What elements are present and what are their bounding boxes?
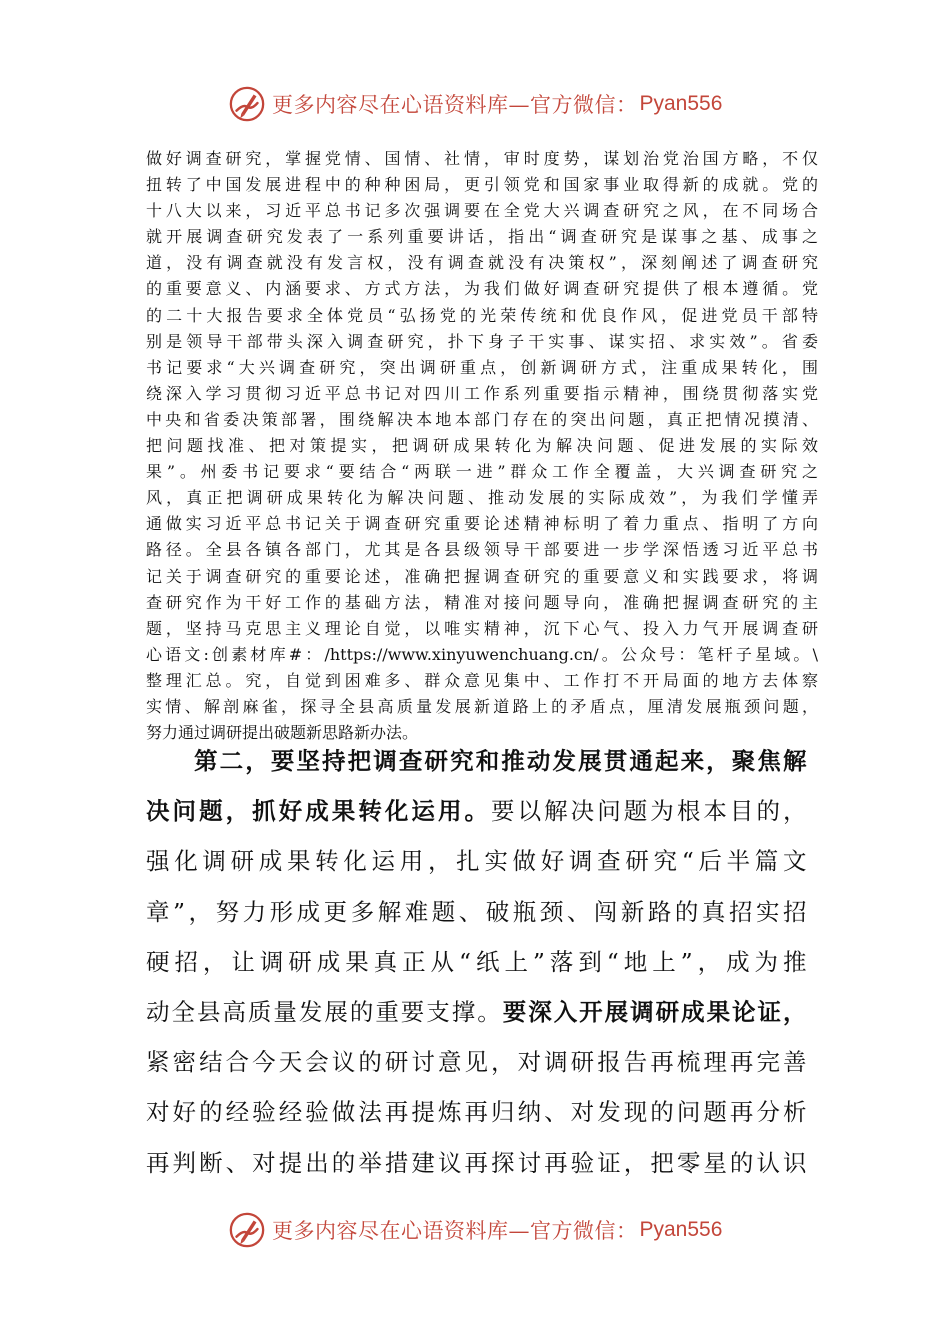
text-line: 中央和省委决策部署，围绕解决本地本部门存在的突出问题，真正把情况摸清、 [146,409,818,429]
text-line: 题，坚持马克思主义理论自觉，以唯实精神，沉下心气、投入力气开展调查研 [146,618,818,638]
text-line: 强化调研成果转化运用，扎实做好调查研究“后半篇文 [146,847,808,876]
watermark-line: 心语文:创素材库#：/https://www.xinyuwenchuang.cn/。公众号：笔杆子星域。\ [146,644,818,664]
text-line: 章”，努力形成更多解难题、破瓶颈、闯新路的真招实招 [146,897,808,926]
text-line: 努力通过调研提出破题新思路新办法。 [146,723,419,743]
body-text: 要以解决问题为根本目的， [491,797,808,826]
text-line: 实情、解剖麻雀，探寻全县高质量发展新道路上的矛盾点，厘清发展瓶颈问题， [146,696,818,716]
text-line: 再判断、对提出的举措建议再探讨再验证，把零星的认识 [146,1148,808,1177]
footer-banner [228,1210,722,1250]
header-banner-id: Pyan556 [639,92,723,115]
section-heading-bold: 第二，要坚持把调查研究和推动发展贯通起来，聚焦解 [194,747,808,775]
text-line [146,786,808,836]
text-line: 果”。州委书记要求“要结合“两联一进”群众工作全覆盖，大兴调查研究之 [146,462,818,482]
text-line: 绕深入学习贯彻习近平总书记对四川工作系列重要指示精神，围绕贯彻落实党 [146,383,818,403]
text-line: 整理汇总。究，自觉到困难多、群众意见集中、工作打不开局面的地方去体察 [146,670,818,690]
footer-banner-id: Pyan556 [639,1218,723,1241]
text-line: 十八大以来，习近平总书记多次强调要在全党大兴调查研究之风，在不同场合 [146,201,818,221]
text-line: 紧密结合今天会议的研讨意见，对调研报告再梳理再完善 [146,1048,808,1077]
text-line: 风，真正把调研成果转化为解决问题、推动发展的实际成效”，为我们学懂弄 [146,488,818,508]
body-paragraph-1 [146,146,818,746]
text-line [146,987,808,1037]
text-line: 的二十大报告要求全体党员“弘扬党的光荣传统和优良作风，促进党员干部特 [146,305,818,325]
text-line: 道，没有调查就没有发言权，没有调查就没有决策权”，深刻阐述了调查研究 [146,253,818,273]
pen-book-logo-icon [228,85,266,123]
text-line: 做好调查研究，掌握党情、国情、社情，审时度势，谋划治党治国方略，不仅 [146,149,818,168]
text-line: 把问题找准、把对策提实，把调研成果转化为解决问题、促进发展的实际效 [146,436,818,456]
text-line: 对好的经验经验做法再提炼再归纳、对发现的问题再分析 [146,1098,808,1127]
emphasis-bold: 要深入开展调研成果论证， [502,997,808,1026]
text-line: 查研究作为干好工作的基础方法，精准对接问题导向，准确把握调查研究的主 [146,592,818,612]
text-line: 就开展调查研究发表了一系列重要讲话，指出“调查研究是谋事之基、成事之 [146,227,818,247]
text-line: 扭转了中国发展进程中的种种困局，更引领党和国家事业取得新的成就。党的 [146,175,818,195]
text-line: 书记要求“大兴调查研究，突出调研重点，创新调研方式，注重成果转化，围 [146,357,818,377]
header-banner-text: 更多内容尽在心语资料库—官方微信： [272,93,638,117]
body-text: 动全县高质量发展的重要支撑。 [146,997,503,1026]
text-line [146,736,808,786]
body-paragraph-2 [146,736,808,1188]
text-line: 记关于调查研究的重要论述，准确把握调查研究的重要意义和实践要求，将调 [146,566,818,586]
section-heading-bold: 决问题，抓好成果转化运用。 [146,797,492,826]
footer-banner-text: 更多内容尽在心语资料库—官方微信： [272,1219,638,1243]
text-line: 通做实习近平总书记关于调查研究重要论述精神标明了着力重点、指明了方向 [146,514,818,534]
text-line: 的重要意义、内涵要求、方式方法，为我们做好调查研究提供了根本遵循。党 [146,279,818,299]
header-banner [228,84,722,124]
text-line: 硬招，让调研成果真正从“纸上”落到“地上”，成为推 [146,947,808,976]
text-line: 路径。全县各镇各部门，尤其是各县级领导干部要进一步学深悟透习近平总书 [146,540,818,560]
text-line: 别是领导干部带头深入调查研究，扑下身子干实事、谋实招、求实效”。省委 [146,331,818,351]
pen-book-logo-icon [228,1211,266,1249]
